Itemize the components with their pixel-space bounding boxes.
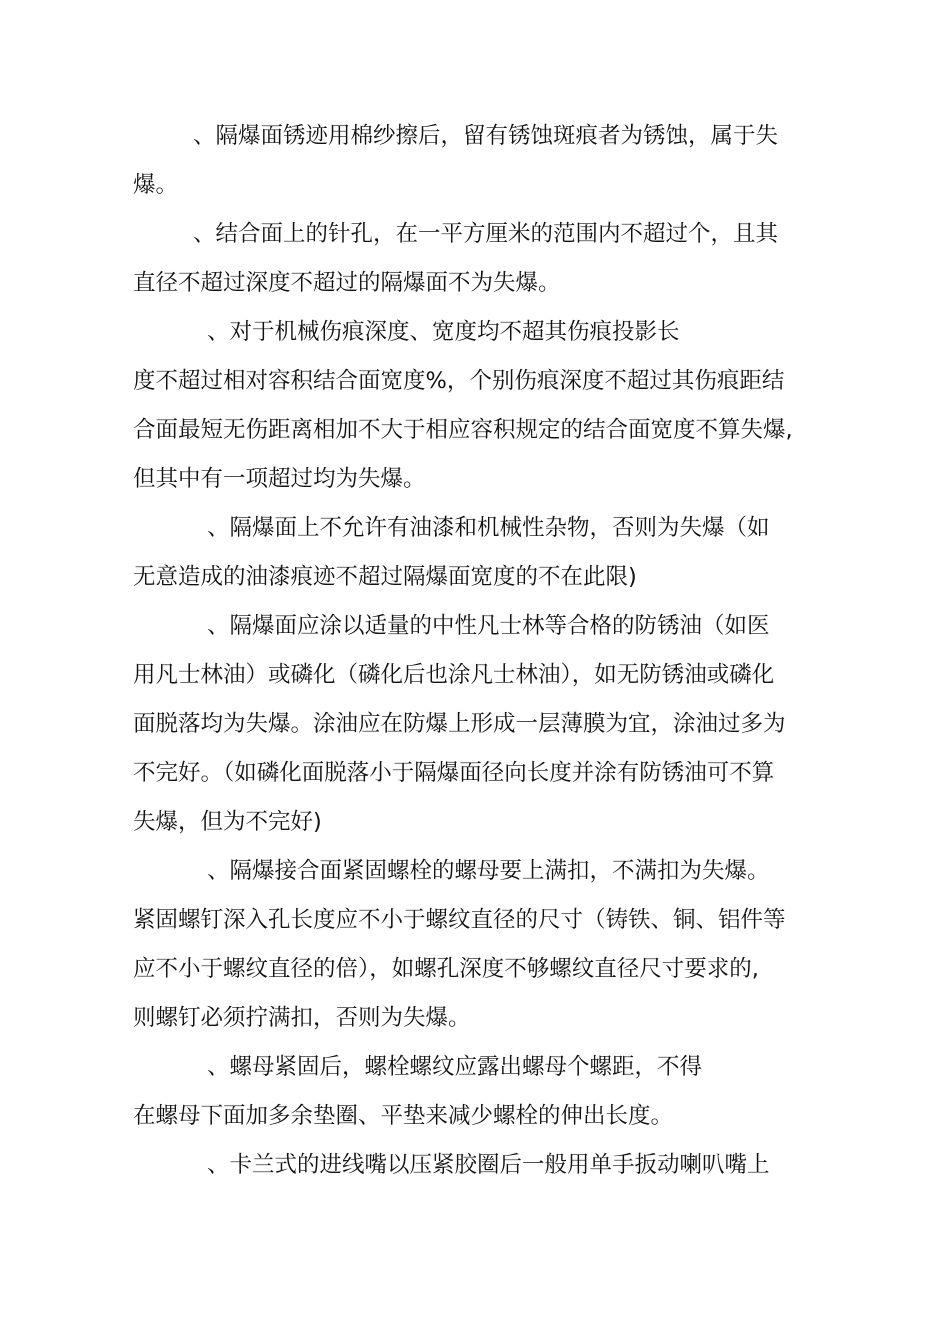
text-line: 失爆，但为不完好) — [133, 809, 322, 835]
text-line: 不完好。（如磷化面脱落小于隔爆面径向长度并涂有防锈油可不算 — [133, 760, 775, 786]
text-line: 、螺母紧固后，螺栓螺纹应露出螺母个螺距，不得 — [207, 1054, 703, 1080]
text-line: 则螺钉必须拧满扣，否则为失爆。 — [133, 1005, 471, 1031]
text-line: 在螺母下面加多余垫圈、平垫来减少螺栓的伸出长度。 — [133, 1103, 674, 1129]
text-line: 、隔爆面应涂以适量的中性凡士林等合格的防锈油（如医 — [207, 613, 770, 639]
text-line: 但其中有一项超过均为失爆。 — [133, 466, 426, 492]
text-line: 合面最短无伤距离相加不大于相应容积规定的结合面宽度不算失爆, — [133, 417, 793, 443]
text-line: 用凡士林油）或磷化（磷化后也涂凡士林油），如无防锈油或磷化 — [133, 662, 775, 688]
text-line: 、隔爆面上不允许有油漆和机械性杂物，否则为失爆（如 — [207, 515, 770, 541]
text-line: 、对于机械伤痕深度、宽度均不超其伤痕投影长 — [207, 319, 680, 345]
text-line: 应不小于螺纹直径的倍），如螺孔深度不够螺纹直径尺寸要求的, — [133, 956, 759, 982]
text-line: 、卡兰式的进线嘴以压紧胶圈后一般用单手扳动喇叭嘴上 — [207, 1152, 770, 1178]
text-line: 、结合面上的针孔，在一平方厘米的范围内不超过个，且其 — [193, 221, 779, 247]
text-line: 、隔爆面锈迹用棉纱擦后，留有锈蚀斑痕者为锈蚀，属于失 — [193, 123, 779, 149]
text-line: 面脱落均为失爆。涂油应在防爆上形成一层薄膜为宜，涂油过多为 — [133, 711, 786, 737]
text-line: 紧固螺钉深入孔长度应不小于螺纹直径的尺寸（铸铁、铜、铝件等 — [133, 907, 786, 933]
text-line: 度不超过相对容积结合面宽度%，个别伤痕深度不超过其伤痕距结 — [133, 368, 785, 394]
text-line: 、隔爆接合面紧固螺栓的螺母要上满扣，不满扣为失爆。 — [207, 858, 770, 884]
text-line: 直径不超过深度不超过的隔爆面不为失爆。 — [133, 270, 561, 296]
text-line: 爆。 — [133, 172, 179, 198]
text-line: 无意造成的油漆痕迹不超过隔爆面宽度的不在此限) — [133, 564, 637, 590]
